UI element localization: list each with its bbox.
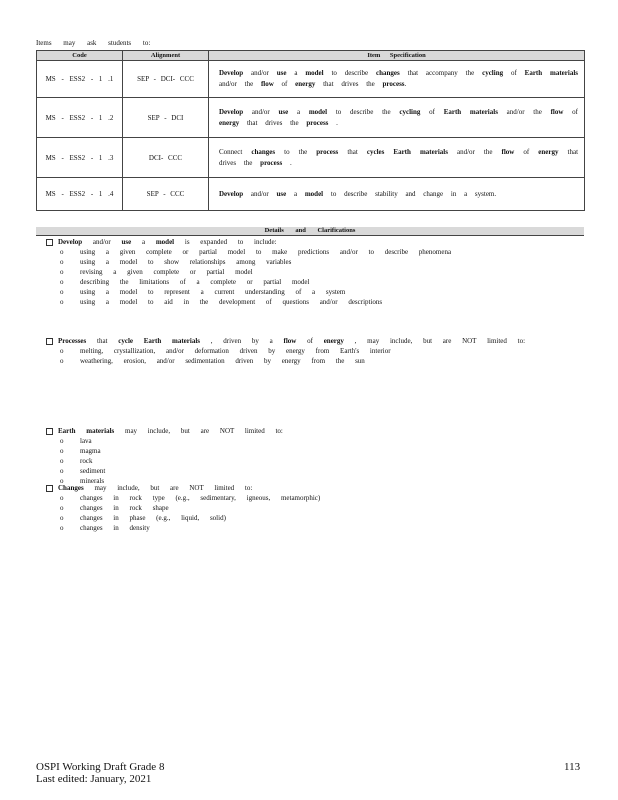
- section-lead-text: Processes that cycle Earth materials , driven by a flow of energy , may include, but are NOT limited to:: [58, 337, 526, 345]
- section-lead: [46, 336, 566, 346]
- list-item: o changes in phase (e.g., liquid, solid): [58, 513, 566, 523]
- list-item: o melting, crystallization, and/or deformation driven by energy from Earth's interior: [58, 346, 566, 356]
- section-list: [46, 493, 566, 533]
- checkbox-bullet-icon: [46, 428, 53, 435]
- row-spec: Develop and/or use a model to describe the cycling of Earth materials and/or the flow of energy that drives the process .: [209, 98, 585, 138]
- checkbox-bullet-icon: [46, 338, 53, 345]
- intro-text: Items may ask students to:: [36, 39, 151, 47]
- list-item: o minerals: [58, 476, 566, 486]
- list-item: o revising a given complete or partial model: [58, 267, 566, 277]
- row-spec: Develop and/or use a model to describe stability and change in a system.: [209, 178, 585, 211]
- row-alignment: DCI- CCC: [123, 138, 209, 178]
- list-item: o changes in density: [58, 523, 566, 533]
- list-item: o changes in rock shape: [58, 503, 566, 513]
- details-section-changes: [46, 483, 566, 533]
- list-item: o using a model to represent a current understanding of a system: [58, 287, 566, 297]
- section-lead: [46, 426, 566, 436]
- row-alignment: SEP - DCI- CCC: [123, 61, 209, 98]
- row-alignment: SEP - DCI: [123, 98, 209, 138]
- details-section-earth-materials: [46, 426, 566, 486]
- header-alignment: Alignment: [123, 51, 209, 61]
- section-list: [46, 247, 566, 307]
- footer-draft-label: OSPI Working Draft Grade 8: [36, 761, 165, 773]
- section-lead: [46, 483, 566, 493]
- list-item: o using a model to aid in the development of questions and/or descriptions: [58, 297, 566, 307]
- header-item-specification: Item Specification: [209, 51, 585, 61]
- list-item: o magma: [58, 446, 566, 456]
- list-item: o lava: [58, 436, 566, 446]
- footer-last-edited: Last edited: January, 2021: [36, 773, 152, 785]
- row-code: MS - ESS2 - 1 .1: [37, 61, 123, 98]
- row-spec: Develop and/or use a model to describe changes that accompany the cycling of Earth materials and/or the flow of energy that drives the process.: [209, 61, 585, 98]
- section-list: [46, 436, 566, 486]
- section-lead-text: Develop and/or use a model is expanded to include:: [58, 238, 277, 246]
- list-item: o sediment: [58, 466, 566, 476]
- row-code: MS - ESS2 - 1 .4: [37, 178, 123, 211]
- page-number: 113: [564, 761, 581, 773]
- list-item: o using a model to show relationships among variables: [58, 257, 566, 267]
- row-alignment: SEP - CCC: [123, 178, 209, 211]
- list-item: o describing the limitations of a complete or partial model: [58, 277, 566, 287]
- list-item: o using a given complete or partial model to make predictions and/or to describe phenomena: [58, 247, 566, 257]
- footer: [36, 761, 164, 785]
- list-item: o changes in rock type (e.g., sedimentary, igneous, metamorphic): [58, 493, 566, 503]
- item-spec-table: [36, 50, 585, 211]
- row-code: MS - ESS2 - 1 .2: [37, 98, 123, 138]
- section-list: [46, 346, 566, 366]
- section-lead-text: Earth materials may include, but are NOT limited to:: [58, 427, 283, 435]
- details-header: Details and Clarifications: [36, 227, 584, 236]
- checkbox-bullet-icon: [46, 239, 53, 246]
- row-spec: Connect changes to the process that cycles Earth materials and/or the flow of energy that drives the process .: [209, 138, 585, 178]
- list-item: o weathering, erosion, and/or sedimentation driven by energy from the sun: [58, 356, 566, 366]
- table-row: [37, 138, 585, 178]
- row-code: MS - ESS2 - 1 .3: [37, 138, 123, 178]
- list-item: o rock: [58, 456, 566, 466]
- header-code: Code: [37, 51, 123, 61]
- details-section-processes: [46, 336, 566, 366]
- section-lead-text: Changes may include, but are NOT limited to:: [58, 484, 253, 492]
- table-row: [37, 178, 585, 211]
- checkbox-bullet-icon: [46, 485, 53, 492]
- details-section-model: [46, 237, 566, 307]
- table-row: [37, 61, 585, 98]
- table-row: [37, 98, 585, 138]
- section-lead: [46, 237, 566, 247]
